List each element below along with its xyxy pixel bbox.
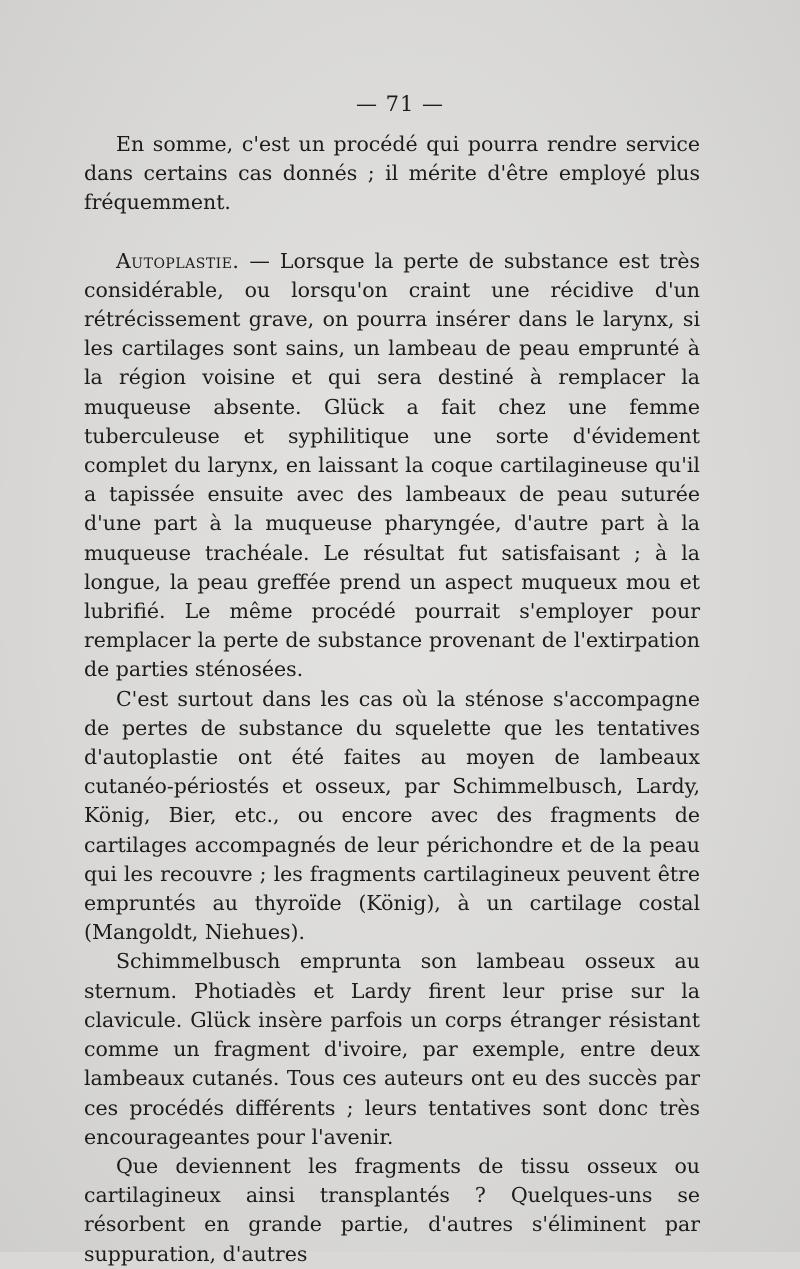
paragraph-autoplastie xyxy=(84,247,700,685)
paragraph-spacer xyxy=(84,218,700,247)
paragraph-bone-defects: C'est surtout dans les cas où la sténose s'accompagne de pertes de substance du squelette que les tentatives d'autoplastie ont été faites au moyen de lambeaux cutanéo-périostés et osseux, par Schimmelbusch, Lardy, König, Bier, etc., ou encore avec des fragments de cartilages accompagnés de leur périchondre et de la peau qui les recouvre ; les fragments cartilagineux peuvent être empruntés au thyroïde (König), à un cartilage costal (Mangoldt, Niehues). xyxy=(84,686,700,945)
paragraph-transplants: Que deviennent les fragments de tissu osseux ou cartilagineux ainsi transplantés ? Quelques-uns se résorbent en grande partie, d'autres s'éliminent par suppuration, d'autres xyxy=(84,1153,700,1266)
paragraph-schimmelbusch: Schimmelbusch emprunta son lambeau osseux au sternum. Photiadès et Lardy firent leur prise sur la clavicule. Glück insère parfois un corps étranger résistant comme un fragment d'ivoire, par exemple, entre deux lambeaux cutanés. Tous ces auteurs ont eu des succès par ces procédés différents ; leurs tentatives sont donc très encourageantes pour l'avenir. xyxy=(84,949,700,1149)
section-heading: Autoplastie. xyxy=(116,248,240,273)
page-number: — 71 — xyxy=(355,92,445,116)
paragraph-conclusion: En somme, c'est un procédé qui pourra rendre service dans certains cas donnés ; il mérite d'être employé plus fréquemment. xyxy=(84,132,700,215)
body-text xyxy=(84,130,700,1269)
paragraph-autoplastie-text: — Lorsque la perte de substance est très considérable, ou lorsqu'on craint une récidive d'un rétrécissement grave, on pourra insérer dans le larynx, si les cartilages sont sains, un lambeau de peau emprunté à la région voisine et qui sera destiné à remplacer la muqueuse absente. Glück a fait chez une femme tuberculeuse et syphilitique une sorte d'évidement complet du larynx, en laissant la coque cartilagineuse qu'il a tapissée ensuite avec des lambeaux de peau suturée d'une part à la muqueuse pharyngée, d'autre part à la muqueuse trachéale. Le résultat fut satisfaisant ; à la longue, la peau greffée prend un aspect muqueux mou et lubrifié. Le même procédé pourrait s'employer pour remplacer la perte de substance provenant de l'extirpation de parties sténosées. xyxy=(84,248,700,682)
